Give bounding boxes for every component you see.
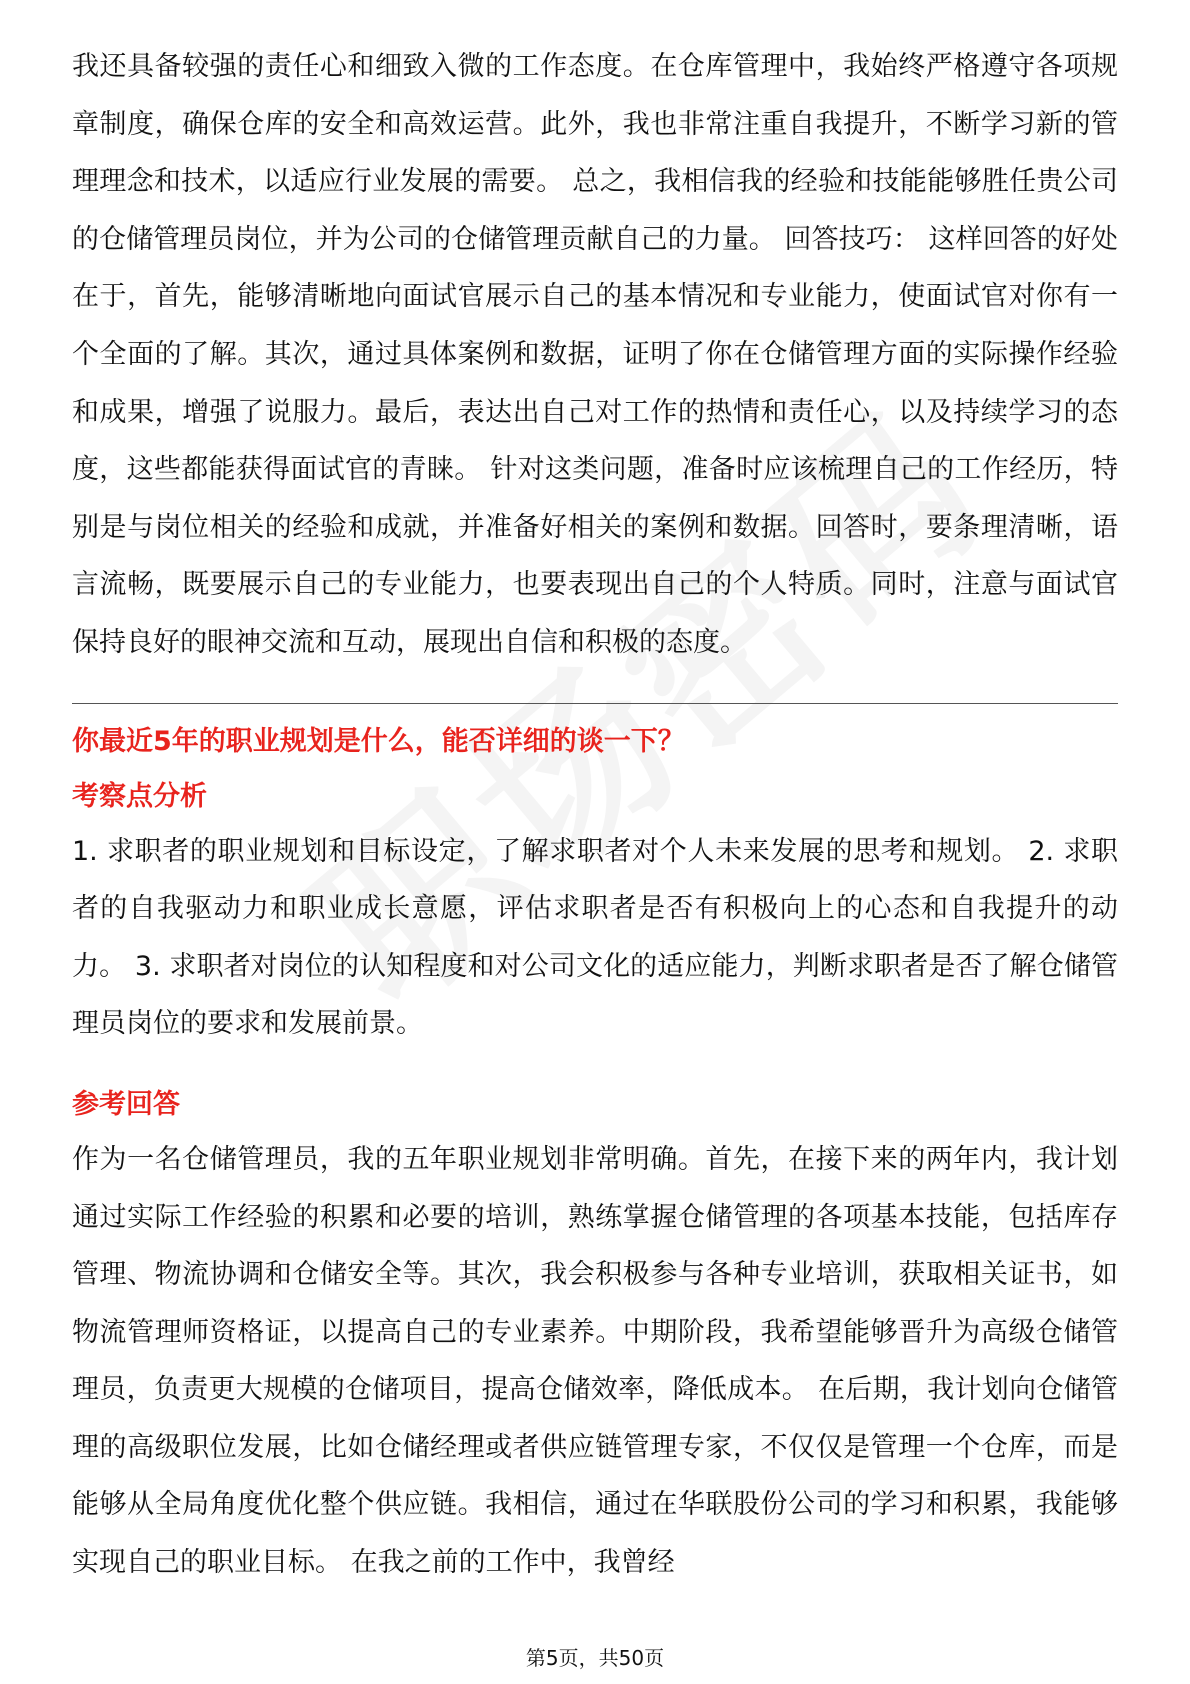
analysis-paragraph: 1. 求职者的职业规划和目标设定，了解求职者对个人未来发展的思考和规划。 2. 求职者的自我驱动力和职业成长意愿，评估求职者是否有积极向上的心态和自我提升的动力。 3. 求职者对岗位的认知程度和对公司文化的适应能力，判断求职者是否了解仓储管理员岗位的要求和发展前景。	[72, 835, 1118, 1040]
analysis-heading: 考察点分析	[72, 780, 207, 812]
intro-paragraph: 我还具备较强的责任心和细致入微的工作态度。在仓库管理中，我始终严格遵守各项规章制度，确保仓库的安全和高效运营。此外，我也非常注重自我提升，不断学习新的管理理念和技术，以适应行业发展的需要。 总之，我相信我的经验和技能能够胜任贵公司的仓储管理员岗位，并为公司的仓储管理贡献自己的力量。 回答技巧： 这样回答的好处在于，首先，能够清晰地向面试官展示自己的基本情况和专业能力，使面试官对你有一个全面的了解。其次，通过具体案例和数据，证明了你在仓储管理方面的实际操作经验和成果，增强了说服力。最后，表达出自己对工作的热情和责任心，以及持续学习的态度，这些都能获得面试官的青睐。 针对这类问题，准备时应该梳理自己的工作经历，特别是与岗位相关的经验和成就，并准备好相关的案例和数据。回答时，要条理清晰，语言流畅，既要展示自己的专业能力，也要表现出自己的个人特质。同时，注意与面试官保持良好的眼神交流和互动，展现出自信和积极的态度。	[72, 51, 1118, 658]
section-divider	[72, 703, 1118, 704]
question-title: 你最近5年的职业规划是什么，能否详细的谈一下？	[72, 725, 685, 757]
section-gap	[72, 1053, 1118, 1079]
answer-paragraph: 作为一名仓储管理员，我的五年职业规划非常明确。首先，在接下来的两年内，我计划通过实际工作经验的积累和必要的培训，熟练掌握仓储管理的各项基本技能，包括库存管理、物流协调和仓储安全等。其次，我会积极参与各种专业培训，获取相关证书，如物流管理师资格证，以提高自己的专业素养。中期阶段，我希望能够晋升为高级仓储管理员，负责更大规模的仓储项目，提高仓储效率，降低成本。 在后期，我计划向仓储管理的高级职位发展，比如仓储经理或者供应链管理专家，不仅仅是管理一个仓库，而是能够从全局角度优化整个供应链。我相信，通过在华联股份公司的学习和积累，我能够实现自己的职业目标。 在我之前的工作中，我曾经	[72, 1143, 1118, 1579]
page-number: 第5页，共50页	[525, 1646, 665, 1670]
document-page	[72, 38, 1118, 1592]
answer-heading: 参考回答	[72, 1088, 180, 1120]
